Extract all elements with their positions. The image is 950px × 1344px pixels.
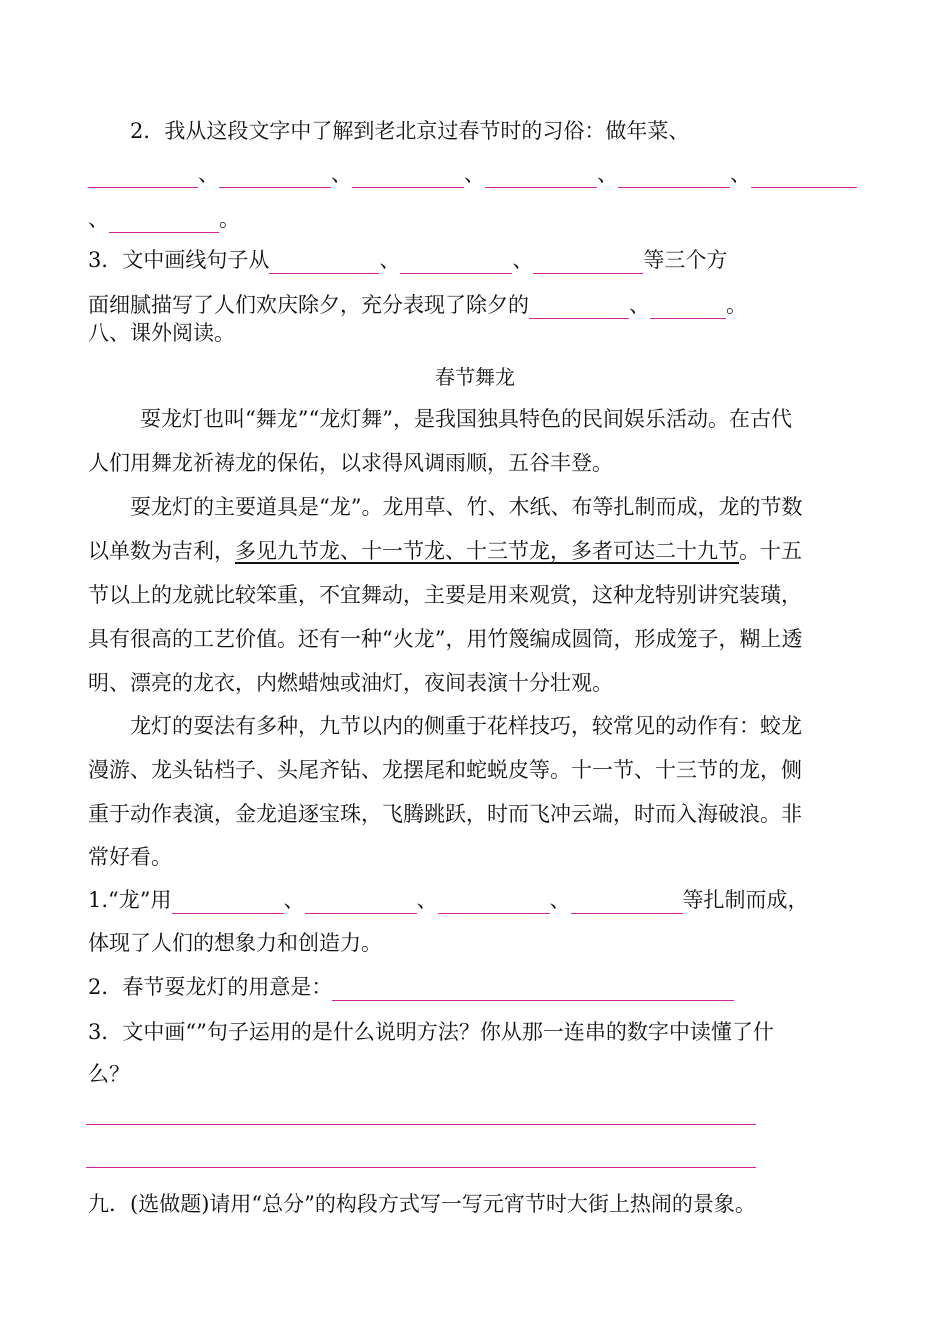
answer-blank[interactable] <box>751 165 857 188</box>
passage-p2-line4: 具有很高的工艺价值。还有一种“火龙”，用竹篾编成圆筒，形成笼子，糊上透 <box>88 627 803 651</box>
answer-blank[interactable] <box>400 251 512 274</box>
answer-blank[interactable] <box>618 165 730 188</box>
q7-item3-line2: 面细腻描写了人们欢庆除夕，充分表现了除夕的 、 。 <box>88 293 747 317</box>
passage-p1-line1: 耍龙灯也叫“舞龙”“龙灯舞”，是我国独具特色的民间娱乐活动。在古代 <box>140 407 792 431</box>
q7-item2-line1: 2．我从这段文字中了解到老北京过春节时的习俗：做年菜、 <box>130 119 690 143</box>
answer-blank[interactable] <box>269 251 379 274</box>
passage-p2-line5: 明、漂亮的龙衣，内燃蜡烛或油灯，夜间表演十分壮观。 <box>88 671 613 695</box>
answer-blank[interactable] <box>219 165 331 188</box>
answer-blank[interactable] <box>305 891 417 914</box>
passage-p3-line3: 重于动作表演，金龙追逐宝珠，飞腾跳跃，时而飞冲云端，时而入海破浪。非 <box>88 802 802 826</box>
answer-blank[interactable] <box>650 296 726 319</box>
answer-blank[interactable] <box>438 891 550 914</box>
answer-blank[interactable] <box>529 296 629 319</box>
underlined-sentence: 多见九节龙、十一节龙、十三节龙，多者可达二十九节 <box>235 539 739 563</box>
passage-p3-line4: 常好看。 <box>88 845 172 869</box>
answer-blank[interactable] <box>109 210 219 233</box>
answer-blank[interactable] <box>533 251 643 274</box>
passage-p1-line2: 人们用舞龙祈祷龙的保佑，以求得风调雨顺，五谷丰登。 <box>88 451 613 475</box>
question-1-line1: 1.“龙”用 、 、 、 等扎制而成， <box>88 888 809 912</box>
passage-p3-line2: 漫游、龙头钻档子、头尾齐钻、龙摆尾和蛇蜕皮等。十一节、十三节的龙，侧 <box>88 758 802 782</box>
question-1-line2: 体现了人们的想象力和创造力。 <box>88 931 382 955</box>
question-3-line1: 3．文中画“”句子运用的是什么说明方法？你从那一连串的数字中读懂了什 <box>88 1020 774 1044</box>
question-2: 2．春节耍龙灯的用意是： <box>88 973 734 1001</box>
answer-blank[interactable] <box>485 165 597 188</box>
question-3-line2: 么？ <box>88 1062 130 1086</box>
q7-item3-line1: 3．文中画线句子从 、 、 等三个方 <box>88 248 728 272</box>
answer-blank[interactable] <box>571 891 683 914</box>
q7-item2-blanks-row: 、 、 、 、 、 <box>88 160 857 188</box>
section9-prompt: 九．(选做题)请用“总分”的构段方式写一写元宵节时大街上热闹的景象。 <box>88 1192 756 1216</box>
answer-blank[interactable] <box>352 165 464 188</box>
answer-line[interactable] <box>86 1124 756 1125</box>
answer-line[interactable] <box>86 1167 756 1168</box>
passage-p3-line1: 龙灯的耍法有多种，九节以内的侧重于花样技巧，较常见的动作有：蛟龙 <box>130 714 802 738</box>
passage-p2-line3: 节以上的龙就比较笨重，不宜舞动，主要是用来观赏，这种龙特别讲究装璜， <box>88 583 802 607</box>
answer-blank[interactable] <box>172 891 284 914</box>
passage-p2-line1: 耍龙灯的主要道具是“龙”。龙用草、竹、木纸、布等扎制而成，龙的节数 <box>130 495 803 519</box>
answer-blank[interactable] <box>332 978 734 1001</box>
passage-title: 春节舞龙 <box>435 365 515 389</box>
answer-blank[interactable] <box>88 165 198 188</box>
passage-p2-line2: 以单数为吉利，多见九节龙、十一节龙、十三节龙，多者可达二十九节。十五 <box>88 539 802 563</box>
section8-heading: 八、课外阅读。 <box>88 321 235 345</box>
q7-item2-blanks-row2: 、 。 <box>88 207 240 231</box>
